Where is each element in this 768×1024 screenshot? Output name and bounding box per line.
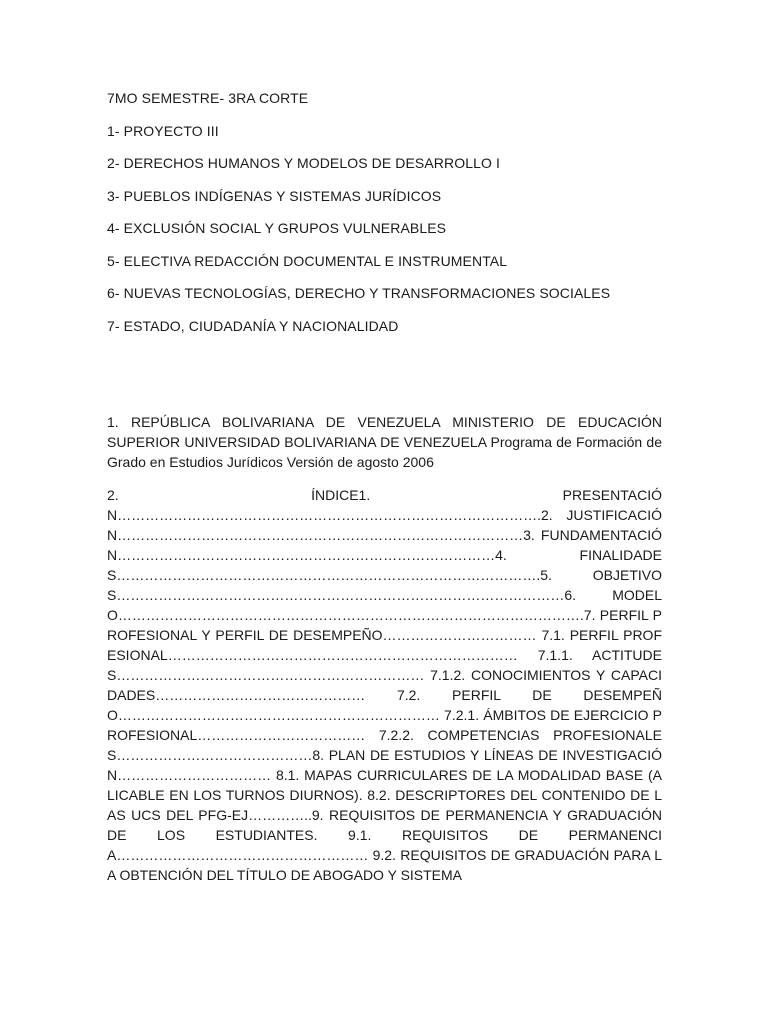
list-item: 5- ELECTIVA REDACCIÓN DOCUMENTAL E INSTRUMENTAL bbox=[107, 252, 508, 269]
list-item: 6- NUEVAS TECNOLOGÍAS, DERECHO Y TRANSFORMACIONES SOCIALES bbox=[107, 285, 611, 301]
table-of-contents: 2. ÍNDICE1. PRESENTACIÓN……………………………………………………………………………….2. JUSTIFICACIÓN……………………………………………………………………………3. FUNDAMENTACIÓN………………………………………………………………………4. FINALIDADES……………………………………………………………………………….5. OBJETIVOS……………………………………………………………………………………6. MODELO……………………………………………………………………………………….7. PERFIL PROFESIONAL Y PERFIL DE DESEMPEÑO…………………………… 7.1. PERFIL PROFESIONAL………………………………………………………………… 7.1.1. ACTITUDES………………………………………………………… 7.1.2. CONOCIMIENTOS Y CAPACIDADES……………………………………… 7.2. PERFIL DE DESEMPEÑO…………………………………………………………… 7.2.1. ÁMBITOS DE EJERCICIO PROFESIONAL……………………………… 7.2.2. COMPETENCIAS PROFESIONALES……………………………………8. PLAN DE ESTUDIOS Y LÍNEAS DE INVESTIGACIÓN…………………………… 8.1. MAPAS CURRICULARES DE LA MODALIDAD BASE (ALICABLE EN LOS TURNOS DIURNOS). 8.2. DESCRIPTORES DEL CONTENIDO DE LAS UCS DEL PFG-EJ…………..9. REQUISITOS DE PERMANENCIA Y GRADUACIÓN DE LOS ESTUDIANTES. 9.1. REQUISITOS DE PERMANENCIA……………………………………………… 9.2. REQUISITOS DE GRADUACIÓN PARA LA OBTENCIÓN DEL TÍTULO DE ABOGADO Y SISTEMA bbox=[107, 487, 662, 883]
subject-list bbox=[107, 90, 662, 350]
list-item: 1- PROYECTO III bbox=[107, 122, 219, 139]
list-item: 2- DERECHOS HUMANOS Y MODELOS DE DESARROLLO I bbox=[107, 155, 500, 171]
list-item: 7- ESTADO, CIUDADANÍA Y NACIONALIDAD bbox=[107, 317, 399, 334]
program-paragraph: 1. REPÚBLICA BOLIVARIANA DE VENEZUELA MINISTERIO DE EDUCACIÓN SUPERIOR UNIVERSIDAD BOLIVARIANA DE VENEZUELA Programa de Formación de Grado en Estudios Jurídicos Versión de agosto 2006 bbox=[107, 414, 662, 470]
semester-heading: 7MO SEMESTRE- 3RA CORTE bbox=[107, 90, 309, 106]
list-item: 4- EXCLUSIÓN SOCIAL Y GRUPOS VULNERABLES bbox=[107, 220, 447, 236]
list-item: 3- PUEBLOS INDÍGENAS Y SISTEMAS JURÍDICOS bbox=[107, 187, 442, 204]
document-page bbox=[107, 0, 662, 1024]
